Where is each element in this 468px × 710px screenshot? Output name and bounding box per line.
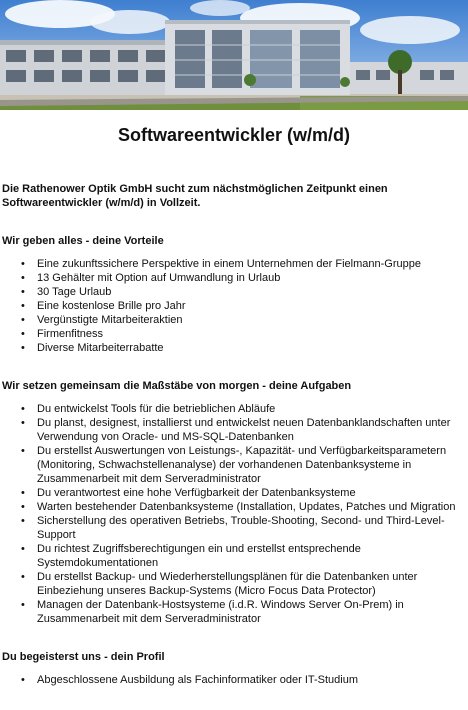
section-profile <box>2 650 456 687</box>
section-benefits <box>2 234 456 355</box>
list-item: • Du richtest Zugriffsberechtigungen ein und erstellst entsprechende Systemdokumentationen <box>37 542 456 570</box>
section-tasks <box>2 379 456 626</box>
section-heading: Wir geben alles - deine Vorteile <box>2 235 164 247</box>
list-item: • Du erstellst Backup- und Wiederherstellungsplänen für die Datenbanken unter Einbeziehung unseres Backup-Systems (Micro Focus Data Protector) <box>37 570 456 598</box>
page-title: Softwareentwickler (w/m/d) <box>117 125 351 145</box>
list-item: • Vergünstigte Mitarbeiteraktien <box>37 313 456 327</box>
list-item: • Du verantwortest eine hohe Verfügbarkeit der Datenbanksysteme <box>37 486 456 500</box>
hero-building-image <box>0 0 468 110</box>
list-item: • Du planst, designest, installierst und entwickelst neuen Datenbanklandschaften unter Verwendung von Oracle- und MS-SQL-Datenbanken <box>37 416 456 444</box>
list-item: • Abgeschlossene Ausbildung als Fachinformatiker oder IT-Studium <box>37 673 456 687</box>
list-item: • Diverse Mitarbeiterrabatte <box>37 341 456 355</box>
job-description <box>0 182 468 687</box>
list-item: • Du erstellst Auswertungen von Leistungs-, Kapazität- und Verfügbarkeitsparametern (Monitoring, Schwachstellenanalyse) der vorhandenen Datenbanksysteme in Zusammenarbeit mit dem Serveradministrator <box>37 444 456 486</box>
benefits-list <box>2 257 456 355</box>
list-item: • Firmenfitness <box>37 327 456 341</box>
intro-text: Die Rathenower Optik GmbH sucht zum nächstmöglichen Zeitpunkt einen Softwareentwickler (w/m/d) in Vollzeit. <box>2 183 388 209</box>
list-item: • Eine kostenlose Brille pro Jahr <box>37 299 456 313</box>
list-item: • Sicherstellung des operativen Betriebs, Trouble-Shooting, Second- und Third-Level-Support <box>37 514 456 542</box>
profile-list <box>2 673 456 687</box>
building-photo <box>0 0 468 110</box>
list-item: • Managen der Datenbank-Hostsysteme (i.d.R. Windows Server On-Prem) in Zusammenarbeit mit dem Serveradministrator <box>37 598 456 626</box>
section-heading: Wir setzen gemeinsam die Maßstäbe von morgen - deine Aufgaben <box>2 380 352 392</box>
list-item: • 30 Tage Urlaub <box>37 285 456 299</box>
list-item: • 13 Gehälter mit Option auf Umwandlung in Urlaub <box>37 271 456 285</box>
list-item: • Eine zukunftssichere Perspektive in einem Unternehmen der Fielmann-Gruppe <box>37 257 456 271</box>
list-item: • Warten bestehender Datenbanksysteme (Installation, Updates, Patches und Migration <box>37 500 456 514</box>
list-item: • Du entwickelst Tools für die betrieblichen Abläufe <box>37 402 456 416</box>
section-heading: Du begeisterst uns - dein Profil <box>2 651 165 663</box>
tasks-list <box>2 402 456 626</box>
